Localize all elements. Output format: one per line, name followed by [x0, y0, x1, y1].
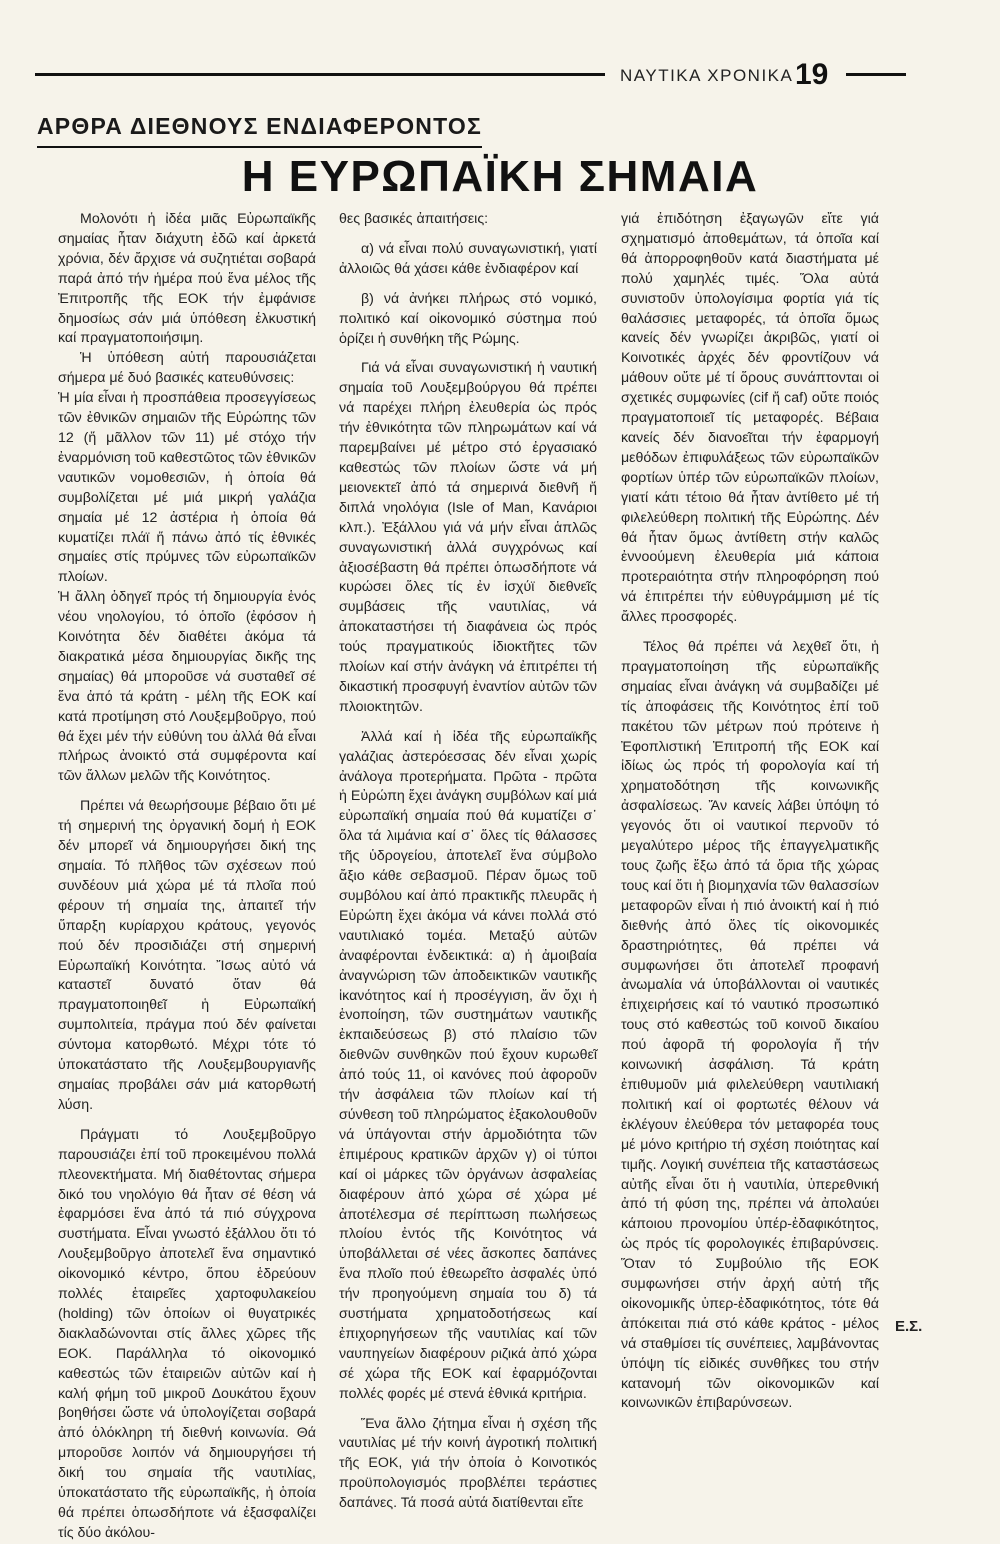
article-headline: Η ΕΥΡΩΠΑΪΚΗ ΣΗΜΑΙΑ: [241, 152, 759, 201]
paragraph: Ἀλλά καί ἡ ἰδέα τῆς εὐρωπαϊκῆς γαλάζιας ἀστερόεσσας δέν εἶναι χωρίς ἀνάλογα προτερήματα. Πρῶτα - πρῶτα ἡ Εὐρώπη ἔχει ἀνάγκη συμβόλων καί μιά εὐρωπαϊκή σημαία πού θά κυματίζει σ᾽ ὅλα τά λιμάνια καί σ᾽ ὅλες τίς θάλασσες τῆς ὑδρογείου, ἀποτελεῖ ἕνα σύμβολο ἄξιο κάθε σεβασμοῦ. Πέραν ὅμως τοῦ συμβόλου καί ἀπό πρακτικῆς πλευρᾶς ἡ Εὐρώπη ἔχει ἀκόμα νά κάνει πολλά στό ναυτιλιακό τομέα. Μεταξύ αὐτῶν ἀναφέρονται ἐνδεικτικά: α) ἡ ἀμοιβαία ἀναγνώριση τῶν ἀποδεικτικῶν ναυτικῆς ἱκανότητος καί ἡ προσέγγιση, ἄν ὄχι ἡ ἑνοποίηση, τῶν συστημάτων ναυτικῆς ἐκπαιδεύσεως β) στό πλαίσιο τῶν διεθνῶν συνθηκῶν πού ἔχουν κυρωθεῖ ἀπό τούς 11, οἱ κανόνες πού ἀφοροῦν τήν ἀσφάλεια τῶν πλοίων καί τή σύνθεση τοῦ πληρώματος ἐξακολουθοῦν νά ὑπάγονται στήν ἁρμοδιότητα τῶν ἐπιμέρους κρατικῶν ἀρχῶν γ) οἱ τύποι καί οἱ μάρκες τῶν ὀργάνων ἀσφαλείας διαφέρουν ἀπό χώρα σέ χώρα μέ ἀποτέλεσμα σέ περίπτωση πωλήσεως πλοίου ἐντός τῆς Κοινότητος νά ὑποβάλλεται σέ νέες ἄσκοπες δαπάνες ἕνα πλοῖο πού ἐθεωρεῖτο ἀσφαλές ὑπό τήν προηγούμενη σημαία του δ) τά συστήματα χρηματοδοτήσεως καί ἐπιχορηγήσεων τῆς ναυτιλίας καί τῶν ναυπηγείων διαφέρουν ριζικά ἀπό χώρα σέ χώρα τῆς ΕΟΚ καί ἐφαρμόζονται πολλές φορές μέ στενά ἐθνικά κριτήρια.: [339, 728, 597, 1402]
paragraph: Ἡ μία εἶναι ἡ προσπάθεια προσεγγίσεως τῶν ἐθνικῶν σημαιῶν τῆς Εὐρώπης τῶν 12 (ἤ μᾶλλον τῶν 11) μέ στόχο τήν ἐναρμόνιση τοῦ καθεστῶτος τῶν ἐθνικῶν ναυτικῶν νομοθεσιῶν, ἡ ὁποία θά συμβολίζεται μέ μιά μικρή γαλάζια σημαία μέ 12 ἀστέρια ἡ ὁποία θά κυματίζει πλάϊ ἤ πάνω ἀπό τίς ἐθνικές σημαίες στίς πρύμνες τῶν εὐρωπαϊκῶν πλοίων.: [58, 390, 316, 586]
paragraph: Μολονότι ἡ ἰδέα μιᾶς Εὐρωπαϊκῆς σημαίας ἦταν διάχυτη ἐδῶ καί ἀρκετά χρόνια, δέν ἄρχισε νά συζητιέται σοβαρά παρά ἀπό τήν ἡμέρα πού ἕνα μέλος τῆς Ἐπιτροπῆς τῆς ΕΟΚ τήν ἐμφάνισε δημοσίως σάν μιά ὑπόθεση ἑλκυστική καί πραγματοποιήσιμη.: [58, 211, 316, 347]
paragraph: γιά ἐπιδότηση ἐξαγωγῶν εἴτε γιά σχηματισμό ἀποθεμάτων, τά ὁποῖα καί θά ἀπορροφηθοῦν κατά διαστήματα μέ πολύ χαμηλές τιμές. Ὅλα αὐτά συνιστοῦν ὑπολογίσιμα φορτία γιά τίς θαλάσσιες μεταφορές, τά ὁποῖα ὅμως κανείς δέν γνωρίζει ἀκριβῶς, γιατί οἱ Κοινοτικές ἀρχές δέν φροντίζουν νά μάθουν οὔτε μέ τί ὅρους συνάπτονται οἱ σχετικές συμφωνίες (cif ἤ caf) οὔτε ποιός πραγματοποιεῖ τίς μεταφορές. Βέβαια κανείς δέν διανοεῖται τήν ἐφαρμογή μεθόδων ἐπιφυλάξεως τῶν εὐρωπαϊκῶν φορτίων ὑπέρ τῶν εὐρωπαϊκῶν πλοίων, γιατί κάτι τέτοιο θά ἦταν ἀντίθετο μέ τή φιλελεύθερη πολιτική τῆς Εὐρώπης. Δέν θά ἦταν ὅμως ἀντίθετη στήν καλῶς ἐννοούμενη ἐλευθερία μιά κάποια προτεραιότητα στήν πληροφόρηση πού νά ἐπιτρέπει τήν εὐθυγράμμιση μέ τίς ἄλλες προσφορές.: [621, 211, 879, 626]
paragraph: Ἡ ὑπόθεση αὐτή παρουσιάζεται σήμερα μέ δυό βασικές κατευθύνσεις:: [58, 350, 316, 387]
page-number: 19: [795, 58, 829, 91]
article-column-3: [621, 210, 879, 1414]
article-column-1: [58, 210, 316, 1544]
paragraph: β) νά ἀνήκει πλήρως στό νομικό, πολιτικό καί οἰκονομικό σύστημα πού ὁρίζει ἡ συνθήκη τῆς Ρώμης.: [339, 290, 597, 347]
author-signature: Ε.Σ.: [895, 1318, 923, 1335]
paragraph: θες βασικές ἀπαιτήσεις:: [339, 211, 489, 227]
article-column-2: [339, 210, 597, 1514]
paragraph: Ἡ ἄλλη ὁδηγεῖ πρός τή δημιουργία ἑνός νέου νηολογίου, τό ὁποῖο (ἐφόσον ἡ Κοινότητα δέν διαθέτει ἀκόμα τά διακρατικά μέσα δημιουργίας δικῆς της σημαίας) θά μποροῦσε νά συσταθεῖ σέ ἕνα ἀπό τά κράτη - μέλη τῆς ΕΟΚ καί κατά προτίμηση στό Λουξεμβοῦργο, πού θά ἔχει μέν τήν εὐθύνη του ἀλλά θά εἶναι πλήρως ἀνοικτό στά συμφέροντα καί τῶν ἄλλων μελῶν τῆς Κοινότητος.: [58, 589, 316, 785]
header-rule-right: [846, 73, 906, 76]
paragraph: Γιά νά εἶναι συναγωνιστική ἡ ναυτική σημαία τοῦ Λουξεμβούργου θά πρέπει νά παρέχει πλήρη ἐλευθερία ὡς πρός τήν ἐθνικότητα τῶν πληρωμάτων καί νά παρεμβαίνει μέ μέτρο στό ἐργασιακό καθεστώς τῶν πλοίων ὥστε νά μή μειονεκτεῖ ἀπό τά σημερινά διεθνῆ ἤ διπλά νηολόγια (Isle of Man, Κανάριοι κλπ.). Ἐξάλλου γιά νά μήν εἶναι ἁπλῶς συναγωνιστική ἀλλά συγχρόνως καί ἀξιοσέβαστη θά πρέπει ὁπωσδήποτε νά κυρώσει ὅλες τίς ἐν ἰσχύϊ διεθνεῖς συμβάσεις τῆς ναυτιλίας, νά ἀποκαταστήσει τή διαφάνεια ὡς πρός τούς πραγματικούς ἰδιοκτῆτες τῶν πλοίων καί στήν ἀνάγκη νά ἐπιτρέπει τή δικαστική προσφυγή ἐναντίον αὐτῶν τῶν πλοιοκτητῶν.: [339, 360, 597, 715]
paragraph: Πρέπει νά θεωρήσουμε βέβαιο ὅτι μέ τή σημερινή της ὀργανική δομή ἡ ΕΟΚ δέν μπορεῖ νά δημιουργήσει δική της σημαία. Τό πλῆθος τῶν σχέσεων πού συνδέουν μιά χώρα μέ τά πλοῖα πού φέρουν τή σημαία της, ἀπαιτεῖ τήν ὕπαρξη κυρίαρχου κράτους, γεγονός πού δέν προσιδιάζει στή σημερινή Εὐρωπαϊκή Κοινότητα. Ἴσως αὐτό νά καταστεῖ δυνατό ὅταν θά πραγματοποιηθεῖ ἡ Εὐρωπαϊκή συμπολιτεία, πράγμα πού δέν φαίνεται σύντομα κατορθωτό. Μέχρι τότε τό ὑποκατάστατο τῆς Λουξεμβουργιανῆς σημαίας προβάλει σάν μιά κατορθωτή λύση.: [58, 798, 316, 1113]
paragraph: Πράγματι τό Λουξεμβοῦργο παρουσιάζει ἐπί τοῦ προκειμένου πολλά πλεονεκτήματα. Μή διαθέτοντας σήμερα δικό του νηολόγιο θά ἦταν σέ θέση νά ἐφαρμόσει ἕνα ἀπό τά πιό σύγχρονα συστήματα. Εἶναι γνωστό ἐξάλλου ὅτι τό Λουξεμβοῦργο ἀποτελεῖ ἕνα σημαντικό οἰκονομικό κέντρο, ὅπου ἑδρεύουν πολλές ἑταιρεῖες χαρτοφυλακείου (holding) τῶν ὁποίων οἱ θυγατρικές διακλαδώνονται στίς ἄλλες χῶρες τῆς ΕΟΚ. Παράλληλα τό οἰκονομικό καθεστώς τῶν ἑταιρειῶν αὐτῶν καί ἡ καλή φήμη τοῦ μικροῦ Δουκάτου ἔχουν βοηθήσει ὥστε νά ὑπολογίζεται σοβαρά ἀπό ὁλόκληρη τή διεθνή κοινωνία. Θά μποροῦσε λοιπόν νά δημιουργήσει τή δική του σημαία τῆς ναυτιλίας, ὑποκατάστατο τῆς εὐρωπαϊκῆς, ἡ ὁποία θά πρέπει ὁπωσδήποτε νά ἐξασφαλίζει τίς δύο ἀκόλου-: [58, 1126, 316, 1541]
running-head: ΝΑΥΤΙΚΑ ΧΡΟΝΙΚΑ: [620, 66, 794, 85]
paragraph: α) νά εἶναι πολύ συναγωνιστική, γιατί ἀλλοιῶς θά χάσει κάθε ἐνδιαφέρον καί: [339, 240, 597, 277]
paragraph: Ἕνα ἄλλο ζήτημα εἶναι ἡ σχέση τῆς ναυτιλίας μέ τήν κοινή ἀγροτική πολιτική τῆς ΕΟΚ, γιά τήν ὁποία ὁ Κοινοτικός προϋπολογισμός προβλέπει τεράστιες δαπάνες. Τά ποσά αὐτά διατίθενται εἴτε: [339, 1415, 597, 1512]
header-rule-left: [35, 73, 605, 76]
paragraph: Τέλος θά πρέπει νά λεχθεῖ ὅτι, ἡ πραγματοποίηση τῆς εὐρωπαϊκῆς σημαίας εἶναι ἀνάγκη νά συμβαδίζει μέ τίς ἀποφάσεις τῆς Κοινότητος ἐπί τοῦ πακέτου τῶν μέτρων πού πρότεινε ἡ Ἐφοπλιστική Ἐπιτροπή τῆς ΕΟΚ καί ἰδίως ὡς πρός τή φορολογία καί τή χρηματοδότηση τῆς κοινωνικῆς ἀσφαλίσεως. Ἄν κανείς λάβει ὑπόψη τό γεγονός ὅτι οἱ ναυτικοί περνοῦν τό μεγαλύτερο μέρος τῆς ἐπαγγελματικῆς τους ζωῆς ἔξω ἀπό τά ὅρια τῆς χώρας τους καί ὅτι ἡ βιομηχανία τῶν θαλασσίων μεταφορῶν εἶναι ἡ πιό ἀνοικτή καί ἡ πιό διεθνής ἀπό ὅλες τίς οἰκονομικές δραστηριότητες, θά πρέπει νά συμφωνήσει ὅτι ἀποτελεῖ προφανή ἀνωμαλία νά ὑποβάλλονται οἱ ναυτικές ἐπιχειρήσεις καί τό ναυτικό προσωπικό τους στό καθεστώς τοῦ κοινοῦ δικαίου πού ἀφορᾶ τή φορολογία ἤ τήν κοινωνική ἀσφάλιση. Τά κράτη ἐπιθυμοῦν μιά φιλελεύθερη ναυτιλιακή πολιτική καί οἱ φορτωτές θέλουν νά ἐκλέγουν ἐλεύθερα τόν μεταφορέα τους μέ μόνο κριτήριο τή σχέση ποιότητας καί τιμῆς. Λογική συνέπεια τῆς καταστάσεως αὐτῆς εἶναι ὅτι ἡ ναυτιλία, ὑπερεθνική ἀπό τή φύση της, πρέπει νά ἀπολαύει κάποιου προνομίου ὑπέρ-ἐδαφικότητος, ὡς πρός τίς φορολογικές ἐπιβαρύνσεις. Ὅταν τό Συμβούλιο τῆς ΕΟΚ συμφωνήσει στήν ἀρχή αὐτή τῆς οἰκονομικῆς ὑπερ-ἐδαφικότητος, τότε θά ἀπόκειται πιά στό κάθε κράτος - μέλος νά σταθμίσει τίς συνέπειες, λαμβάνοντας ὑπόψη τίς εἰδικές συνθῆκες του στήν κατανομή τῶν οἰκονομικῶν καί κοινωνικῶν ἐπιβαρύνσεων.: [621, 639, 879, 1412]
section-title: ΑΡΘΡΑ ΔΙΕΘΝΟΥΣ ΕΝΔΙΑΦΕΡΟΝΤΟΣ: [37, 113, 482, 148]
